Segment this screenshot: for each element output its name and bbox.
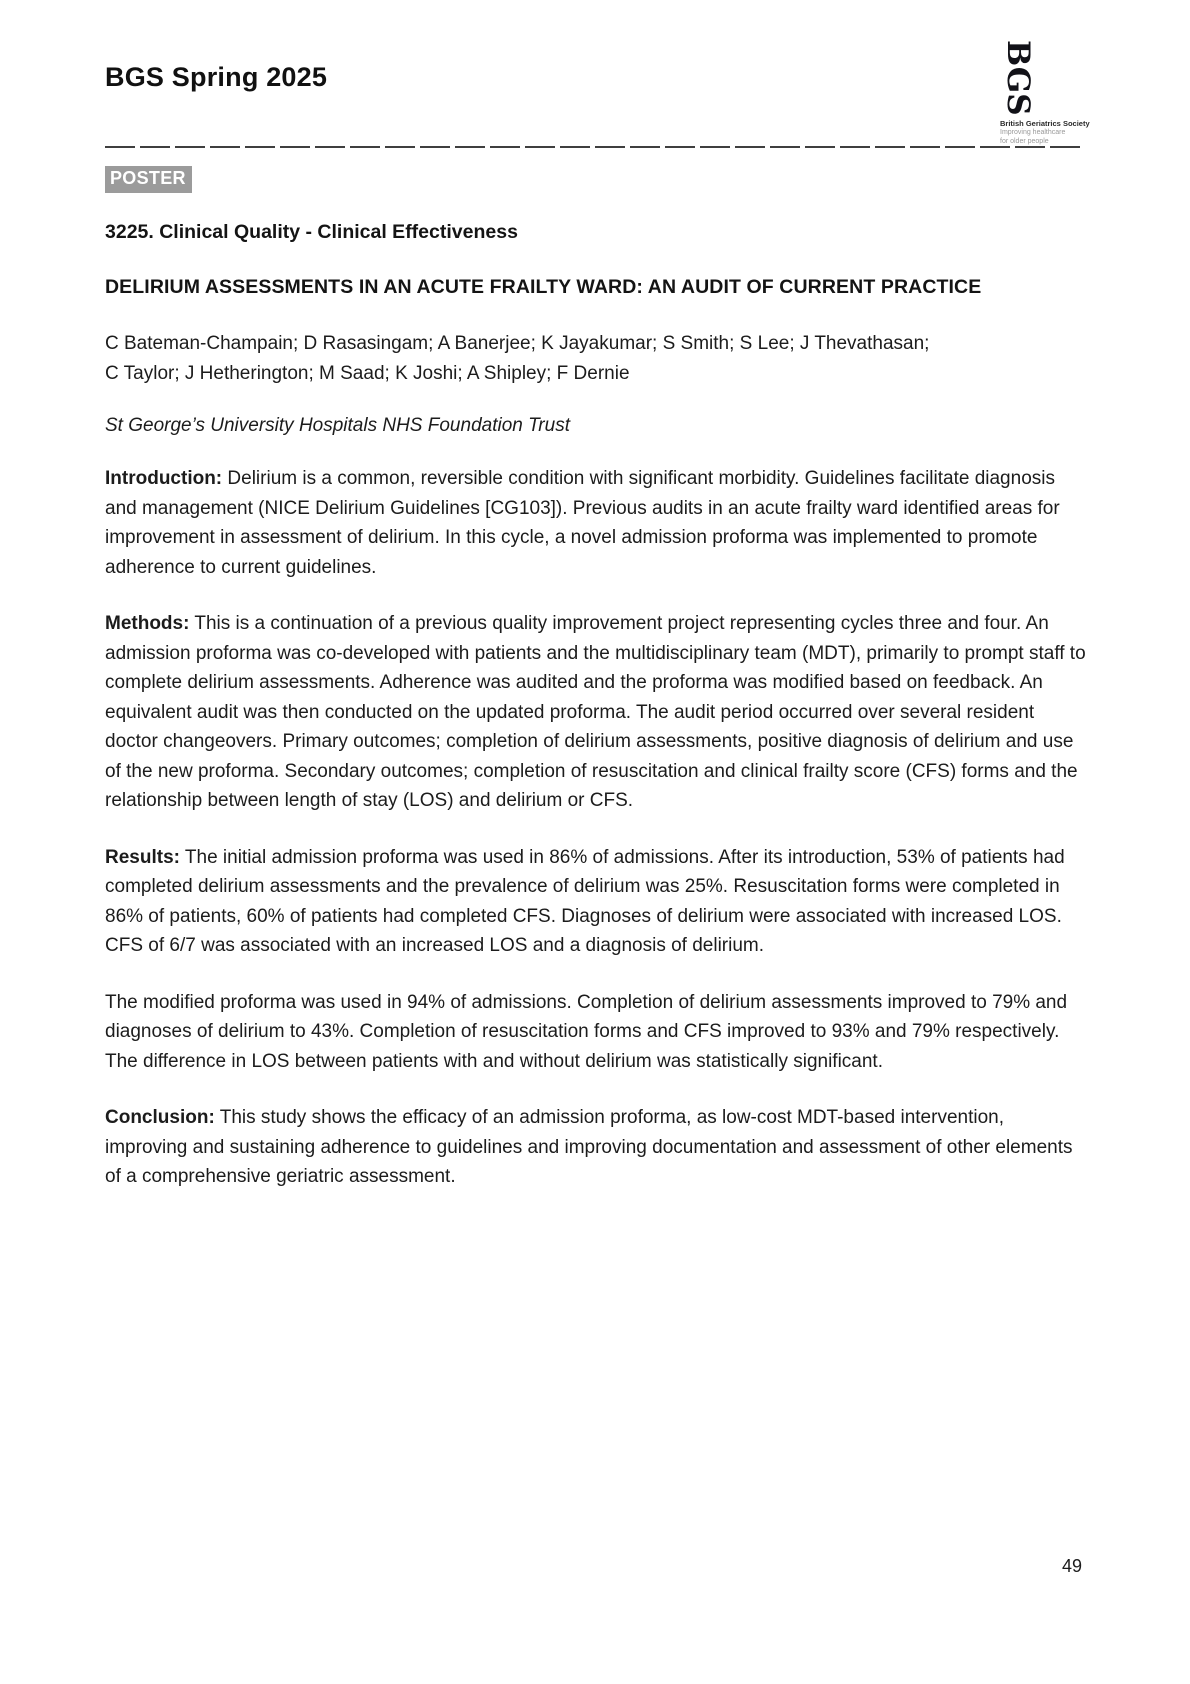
conclusion-paragraph [105,1103,1090,1192]
methods-label: Methods: [105,613,190,634]
page-number: 49 [1061,1556,1082,1576]
abstract-title: DELIRIUM ASSESSMENTS IN AN ACUTE FRAILTY WARD: AN AUDIT OF CURRENT PRACTICE [105,276,982,298]
conclusion-text: This study shows the efficacy of an admission proforma, as low-cost MDT-based intervention, improving and sustaining adherence to guidelines and improving documentation and assessment of other elements of a comprehensive geriatric assessment. [105,1107,1073,1187]
results-label: Results: [105,846,180,868]
authors-list [105,329,1090,389]
results-paragraph [105,843,1090,961]
introduction-text: Delirium is a common, reversible condition with significant morbidity. Guidelines facilitate diagnosis and management (NICE Delirium Guidelines [CG103]). Previous audits in an acute frailty ward identified areas for improvement in assessment of delirium. In this cycle, a novel admission proforma was implemented to promote adherence to current guidelines. [105,468,1060,578]
bgs-logo-tagline-2: for older people [1000,138,1049,146]
poster-badge: POSTER [105,166,192,193]
methods-paragraph [105,609,1090,816]
abstract-content [105,221,1090,1219]
results-text: The initial admission proforma was used in 86% of admissions. After its introduction, 53% of patients had completed delirium assessments and the prevalence of delirium was 25%. Resuscitation forms were completed in 86% of patients, 60% of patients had completed CFS. Diagnoses of delirium were associated with increased LOS. CFS of 6/7 was associated with an increased LOS and a diagnosis of delirium. [105,846,1065,956]
bgs-logo-acronym: BGS [1000,40,1036,116]
affiliation: St George’s University Hospitals NHS Foundation Trust [105,415,570,436]
introduction-label: Introduction: [105,468,223,489]
results-continued-text: The modified proforma was used in 94% of admissions. Completion of delirium assessments improved to 79% and diagnoses of delirium to 43%. Completion of resuscitation forms and CFS improved to 93% and 79% respectively. The difference in LOS between patients with and without delirium was statistically significant. [105,991,1068,1072]
session-heading: 3225. Clinical Quality - Clinical Effectiveness [105,221,518,243]
page-title: BGS Spring 2025 [105,62,328,92]
authors-line-2: C Taylor; J Hetherington; M Saad; K Joshi; A Shipley; F Dernie [105,363,630,384]
introduction-paragraph [105,464,1090,582]
bgs-logo [1000,40,1095,146]
results-continued-paragraph [105,988,1090,1077]
authors-line-1: C Bateman-Champain; D Rasasingam; A Banerjee; K Jayakumar; S Smith; S Lee; J Thevathasan; [105,333,930,354]
bgs-logo-tagline-1: Improving healthcare [1000,129,1066,136]
methods-text: This is a continuation of a previous quality improvement project representing cycles three and four. An admission proforma was co-developed with patients and the multidisciplinary team (MDT), primarily to prompt staff to complete delirium assessments. Adherence was audited and the proforma was modified based on feedback. An equivalent audit was then conducted on the updated proforma. The audit period occurred over several resident doctor changeovers. Primary outcomes; completion of delirium assessments, positive diagnosis of delirium and use of the new proforma. Secondary outcomes; completion of resuscitation and clinical frailty score (CFS) forms and the relationship between length of stay (LOS) and delirium or CFS. [105,613,1086,811]
conclusion-label: Conclusion: [105,1107,215,1128]
bgs-logo-org-name: British Geriatrics Society [1000,119,1090,128]
header-divider [105,146,1085,148]
